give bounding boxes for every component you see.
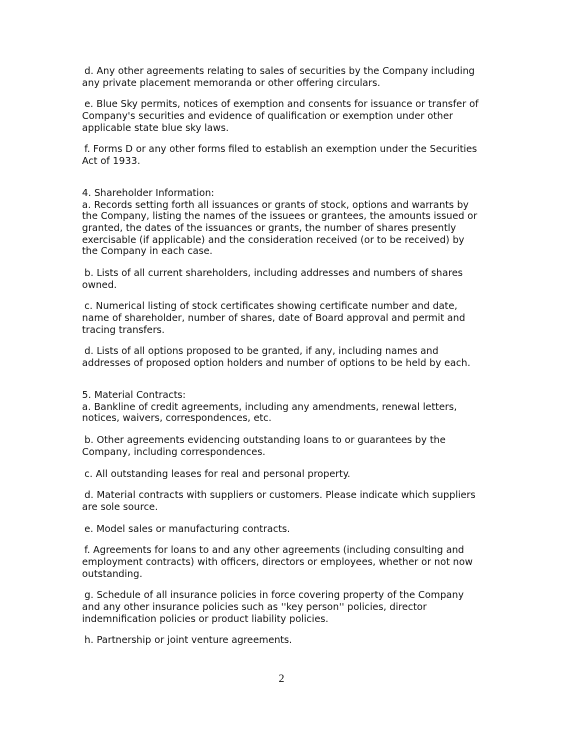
paragraph-5a-credit-agreements: a. Bankline of credit agreements, including any amendments, renewal letters, notices, waivers, correspondences, etc. bbox=[82, 401, 457, 425]
paragraph-5e-model-sales: e. Model sales or manufacturing contracts. bbox=[84, 523, 291, 535]
section-heading-shareholder-information: 4. Shareholder Information: bbox=[82, 188, 215, 200]
paragraph-4c-stock-certificates: c. Numerical listing of stock certificates showing certificate number and date, name of shareholder, number of shares, date of Board approval and permit and tracing transfers. bbox=[82, 301, 466, 336]
paragraph-4a-records: a. Records setting forth all issuances or grants of stock, options and warrants by the Company, listing the names of the issuees or grantees, the amounts issued or granted, the dates of the issuances or grants, the number of shares presently exercisable (if applicable) and the consideration received (or to be received) by the Company in each case. bbox=[82, 199, 478, 258]
page-number: 2 bbox=[278, 673, 285, 685]
paragraph-3d-other-agreements: d. Any other agreements relating to sales of securities by the Company including any private placement memoranda or other offering circulars. bbox=[82, 66, 475, 89]
paragraph-4d-options: d. Lists of all options proposed to be granted, if any, including names and addresses of proposed option holders and number of options to be held by each. bbox=[82, 346, 471, 369]
section-heading-material-contracts: 5. Material Contracts: bbox=[82, 390, 186, 402]
paragraph-5b-loans-guarantees: b. Other agreements evidencing outstanding loans to or guarantees by the Company, including correspondences. bbox=[82, 435, 446, 458]
paragraph-3f-forms-d: f. Forms D or any other forms filed to establish an exemption under the Securities Act of 1933. bbox=[82, 144, 478, 167]
paragraph-3e-blue-sky: e. Blue Sky permits, notices of exemption and consents for issuance or transfer of Company's securities and evidence of qualification or exemption under other applicable state blue sky laws. bbox=[82, 99, 479, 134]
paragraph-5g-insurance: g. Schedule of all insurance policies in force covering property of the Company and any other insurance policies such as ''key person'' policies, director indemnification policies or product liability policies. bbox=[82, 590, 464, 625]
section-gap bbox=[82, 380, 482, 391]
paragraph-5f-officer-agreements: f. Agreements for loans to and any other agreements (including consulting and employment contracts) with officers, directors or employees, whether or not now outstanding. bbox=[82, 545, 473, 580]
paragraph-5c-leases: c. All outstanding leases for real and personal property. bbox=[84, 468, 351, 480]
section-gap bbox=[82, 178, 482, 189]
document-body bbox=[82, 66, 482, 657]
paragraph-4b-shareholder-lists: b. Lists of all current shareholders, including addresses and numbers of shares owned. bbox=[82, 267, 463, 291]
paragraph-5h-partnership: h. Partnership or joint venture agreements. bbox=[84, 635, 293, 647]
paragraph-5d-suppliers: d. Material contracts with suppliers or customers. Please indicate which suppliers are sole source. bbox=[82, 490, 476, 513]
